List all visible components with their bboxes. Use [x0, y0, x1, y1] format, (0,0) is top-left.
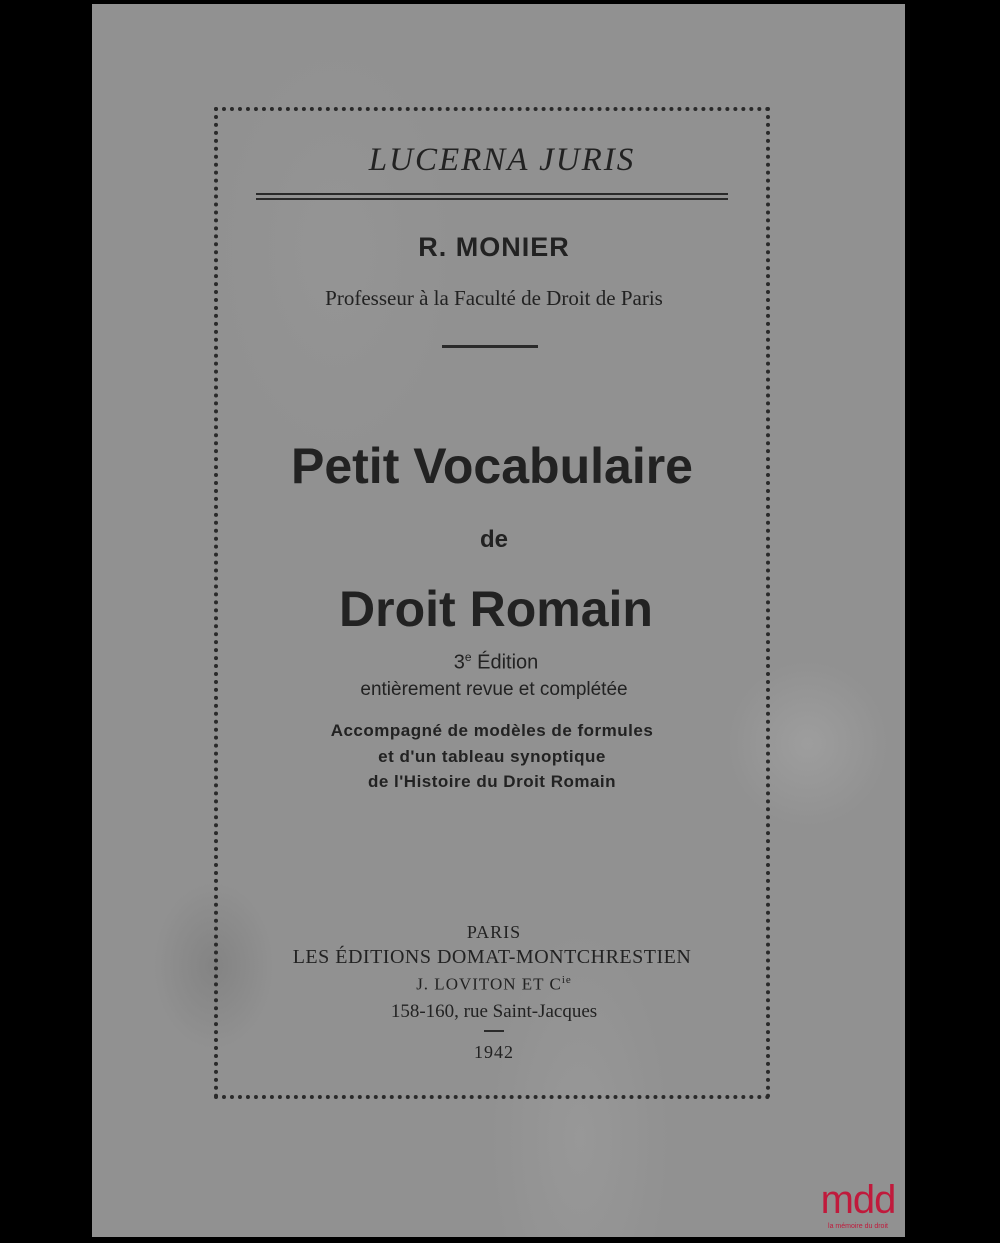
edition-suffix: e — [464, 650, 472, 664]
publisher-name: LES ÉDITIONS DOMAT-MONTCHRESTIEN — [292, 946, 692, 968]
book-title-line2: de — [479, 526, 508, 553]
imprint-sup: ie — [561, 974, 572, 986]
edition-label — [0, 650, 996, 675]
edition-word: Édition — [471, 651, 539, 674]
book-title-line1: Petit Vocabulaire — [291, 438, 693, 494]
edition-note: entièrement revue et complétée — [360, 679, 628, 700]
watermark-logo — [806, 1178, 910, 1240]
tiny-rule — [484, 1030, 504, 1032]
author-name: R. MONIER — [418, 232, 570, 262]
watermark-tagline: la mémoire du droit — [828, 1223, 888, 1230]
edition-number: 3 — [453, 651, 465, 674]
publisher-imprint — [0, 974, 994, 995]
book-title-line3: Droit Romain — [339, 581, 653, 637]
author-affiliation: Professeur à la Faculté de Droit de Paris — [325, 286, 663, 310]
accompaniment-line: de l'Histoire du Droit Romain — [367, 772, 617, 791]
publisher-city: PARIS — [466, 922, 522, 942]
publication-year: 1942 — [474, 1042, 514, 1062]
watermark-mark: mdd — [820, 1178, 896, 1222]
series-title: LUCERNA JURIS — [368, 142, 636, 178]
publisher-address: 158-160, rue Saint-Jacques — [390, 1001, 598, 1022]
imprint-main: J. LOVITON ET C — [416, 974, 562, 994]
double-rule — [256, 193, 728, 200]
accompaniment-line: et d'un tableau synoptique — [378, 747, 606, 766]
short-rule — [442, 345, 538, 348]
accompaniment-line: Accompagné de modèles de formules — [330, 721, 654, 740]
